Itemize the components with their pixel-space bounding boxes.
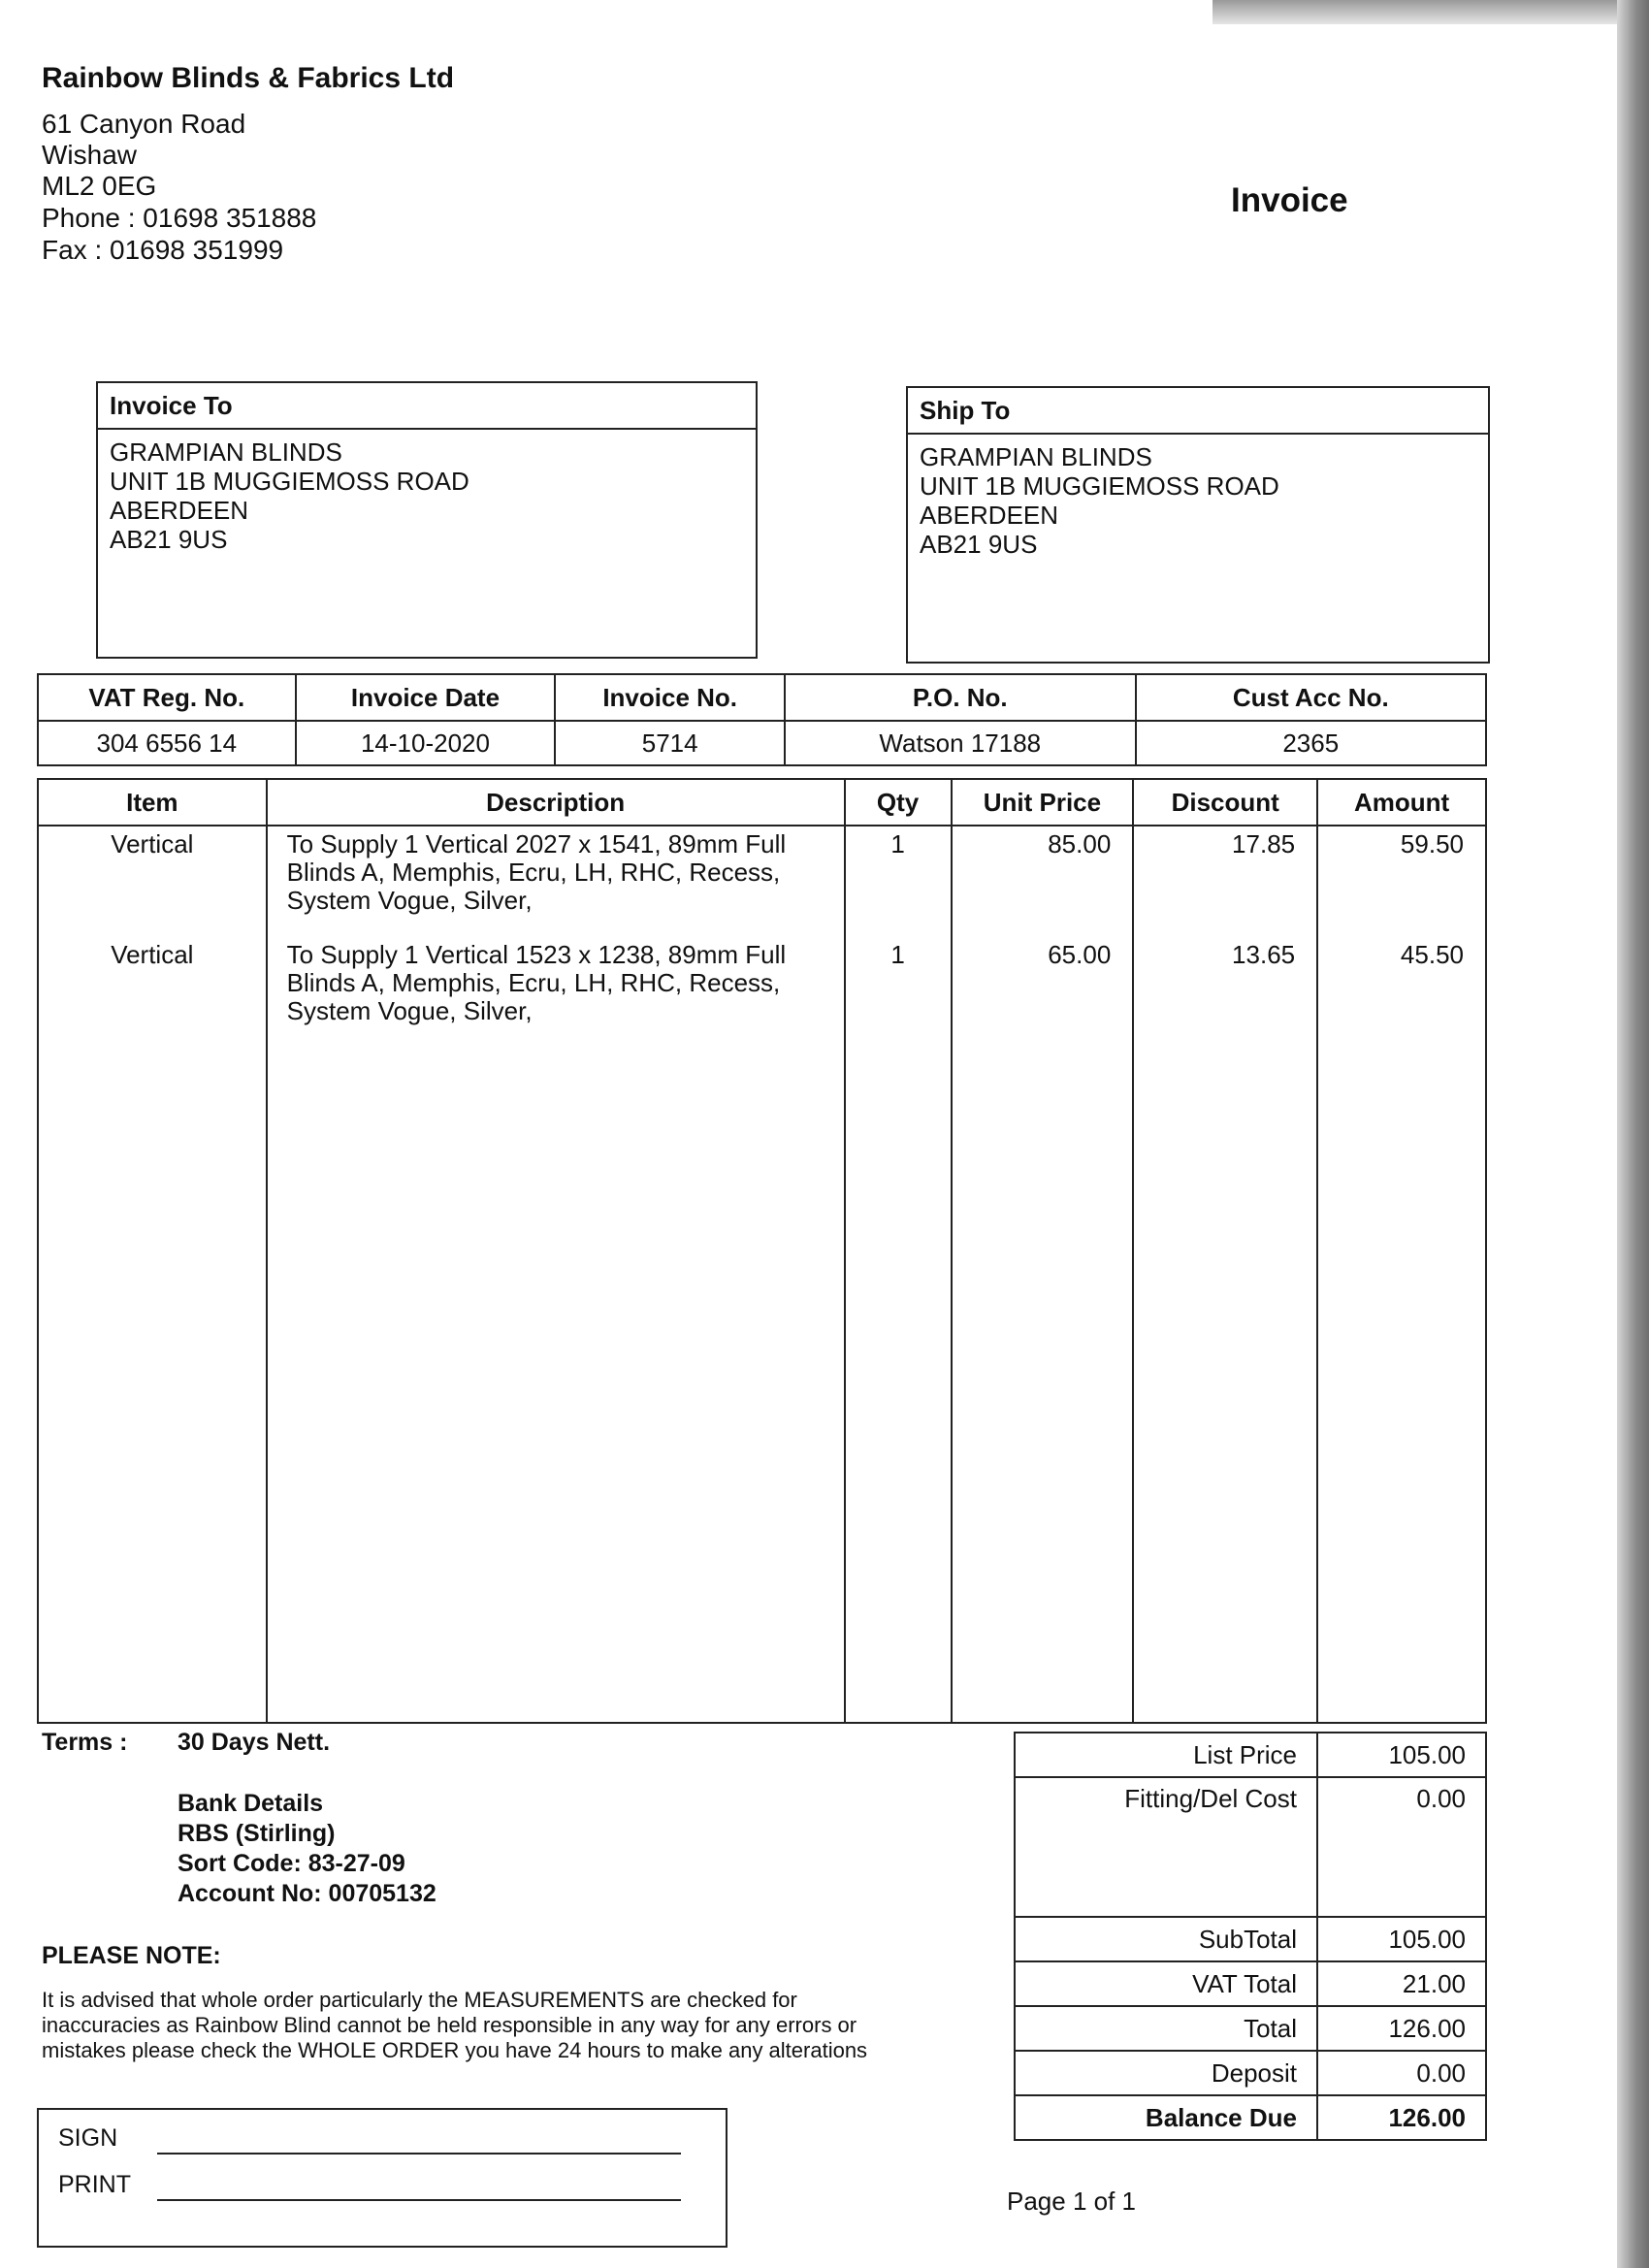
invoice-date-value: 14-10-2020 — [296, 721, 556, 765]
list-price-row — [1015, 1733, 1486, 1777]
bank-account-no: Account No: 00705132 — [178, 1880, 436, 1907]
invoice-to-line: GRAMPIAN BLINDS — [110, 437, 342, 467]
note-line: mistakes please check the WHOLE ORDER you have 24 hours to make any alterations — [42, 2038, 868, 2062]
signature-box — [37, 2108, 728, 2248]
document-title: Invoice — [1231, 181, 1348, 219]
ship-to-line: ABERDEEN — [920, 501, 1059, 530]
unit-price-header: Unit Price — [952, 779, 1134, 826]
po-no-value: Watson 17188 — [785, 721, 1136, 765]
vat-total-row — [1015, 1961, 1486, 2006]
note-heading: PLEASE NOTE: — [42, 1942, 221, 1969]
ship-to-address — [908, 435, 1488, 559]
total-row — [1015, 2006, 1486, 2051]
ship-to-line: AB21 9US — [920, 530, 1038, 559]
deposit-label: Deposit — [1015, 2051, 1317, 2095]
deposit-value: 0.00 — [1317, 2051, 1486, 2095]
company-phone: Phone : 01698 351888 — [42, 203, 317, 233]
invoice-to-line: AB21 9US — [110, 525, 228, 554]
note-text — [42, 1988, 983, 2063]
unit-price-cell: 85.00 — [952, 826, 1134, 937]
subtotal-label: SubTotal — [1015, 1917, 1317, 1961]
ship-to-box — [906, 386, 1490, 664]
company-address-town: Wishaw — [42, 140, 138, 170]
vat-total-label: VAT Total — [1015, 1961, 1317, 2006]
vat-reg-value: 304 6556 14 — [38, 721, 296, 765]
description-line: System Vogue, Silver, — [286, 886, 533, 915]
fitting-label: Fitting/Del Cost — [1015, 1777, 1317, 1917]
invoice-info-table — [37, 673, 1487, 766]
note-line: inaccuracies as Rainbow Blind cannot be held responsible in any way for any errors or — [42, 2013, 857, 2037]
bank-sort-code: Sort Code: 83-27-09 — [178, 1850, 405, 1877]
fitting-value: 0.00 — [1317, 1777, 1486, 1917]
items-header-row — [38, 779, 1486, 826]
sign-line[interactable] — [157, 2153, 681, 2155]
company-fax: Fax : 01698 351999 — [42, 235, 284, 265]
subtotal-value: 105.00 — [1317, 1917, 1486, 1961]
qty-header: Qty — [845, 779, 952, 826]
invoice-to-line: UNIT 1B MUGGIEMOSS ROAD — [110, 467, 469, 496]
description-line: To Supply 1 Vertical 1523 x 1238, 89mm Full — [286, 940, 787, 969]
description-line: Blinds A, Memphis, Ecru, LH, RHC, Recess, — [286, 968, 781, 997]
deposit-row — [1015, 2051, 1486, 2095]
description-header: Description — [267, 779, 845, 826]
description-line: Blinds A, Memphis, Ecru, LH, RHC, Recess, — [286, 858, 781, 887]
invoice-no-value: 5714 — [555, 721, 785, 765]
cust-acc-header: Cust Acc No. — [1136, 674, 1486, 721]
amount-cell: 59.50 — [1317, 826, 1486, 937]
table-row — [38, 826, 1486, 937]
ship-to-line: UNIT 1B MUGGIEMOSS ROAD — [920, 471, 1279, 501]
note-line: It is advised that whole order particularly the MEASUREMENTS are checked for — [42, 1988, 797, 2012]
po-no-header: P.O. No. — [785, 674, 1136, 721]
invoice-to-line: ABERDEEN — [110, 496, 249, 525]
invoice-no-header: Invoice No. — [555, 674, 785, 721]
company-address-street: 61 Canyon Road — [42, 109, 246, 139]
amount-cell: 45.50 — [1317, 937, 1486, 1723]
description-cell — [267, 826, 845, 937]
terms-value: 30 Days Nett. — [178, 1729, 331, 1756]
bank-details-heading: Bank Details — [178, 1790, 324, 1817]
list-price-value: 105.00 — [1317, 1733, 1486, 1777]
ship-to-heading: Ship To — [908, 388, 1488, 435]
qty-cell: 1 — [845, 937, 952, 1723]
sign-label: SIGN — [58, 2124, 118, 2152]
vat-total-value: 21.00 — [1317, 1961, 1486, 2006]
discount-header: Discount — [1133, 779, 1317, 826]
company-name: Rainbow Blinds & Fabrics Ltd — [42, 62, 455, 94]
totals-table — [1014, 1732, 1487, 2141]
list-price-label: List Price — [1015, 1733, 1317, 1777]
page-number: Page 1 of 1 — [1007, 2187, 1136, 2216]
scan-shadow-edge — [1617, 0, 1649, 2268]
cust-acc-value: 2365 — [1136, 721, 1486, 765]
amount-header: Amount — [1317, 779, 1486, 826]
qty-cell: 1 — [845, 826, 952, 937]
discount-cell: 13.65 — [1133, 937, 1317, 1723]
vat-reg-header: VAT Reg. No. — [38, 674, 296, 721]
description-line: System Vogue, Silver, — [286, 996, 533, 1025]
balance-due-label: Balance Due — [1015, 2095, 1317, 2140]
print-line[interactable] — [157, 2199, 681, 2201]
fitting-row — [1015, 1777, 1486, 1917]
invoice-date-header: Invoice Date — [296, 674, 556, 721]
ship-to-line: GRAMPIAN BLINDS — [920, 442, 1152, 471]
discount-cell: 17.85 — [1133, 826, 1317, 937]
bank-name: RBS (Stirling) — [178, 1820, 336, 1847]
print-label: PRINT — [58, 2171, 131, 2198]
company-address-postcode: ML2 0EG — [42, 171, 157, 201]
info-header-row — [38, 674, 1486, 721]
balance-due-value: 126.00 — [1317, 2095, 1486, 2140]
table-row — [38, 937, 1486, 1723]
item-header: Item — [38, 779, 267, 826]
item-cell: Vertical — [38, 826, 267, 937]
invoice-to-heading: Invoice To — [98, 383, 756, 430]
total-label: Total — [1015, 2006, 1317, 2051]
line-items-table — [37, 778, 1487, 1724]
unit-price-cell: 65.00 — [952, 937, 1134, 1723]
description-line: To Supply 1 Vertical 2027 x 1541, 89mm Full — [286, 829, 787, 859]
scan-shadow-top — [1212, 0, 1620, 24]
balance-due-row — [1015, 2095, 1486, 2140]
subtotal-row — [1015, 1917, 1486, 1961]
terms-label: Terms : — [42, 1729, 128, 1756]
invoice-to-box — [96, 381, 758, 659]
info-value-row — [38, 721, 1486, 765]
total-value: 126.00 — [1317, 2006, 1486, 2051]
invoice-to-address — [98, 430, 756, 554]
description-cell — [267, 937, 845, 1723]
item-cell: Vertical — [38, 937, 267, 1723]
